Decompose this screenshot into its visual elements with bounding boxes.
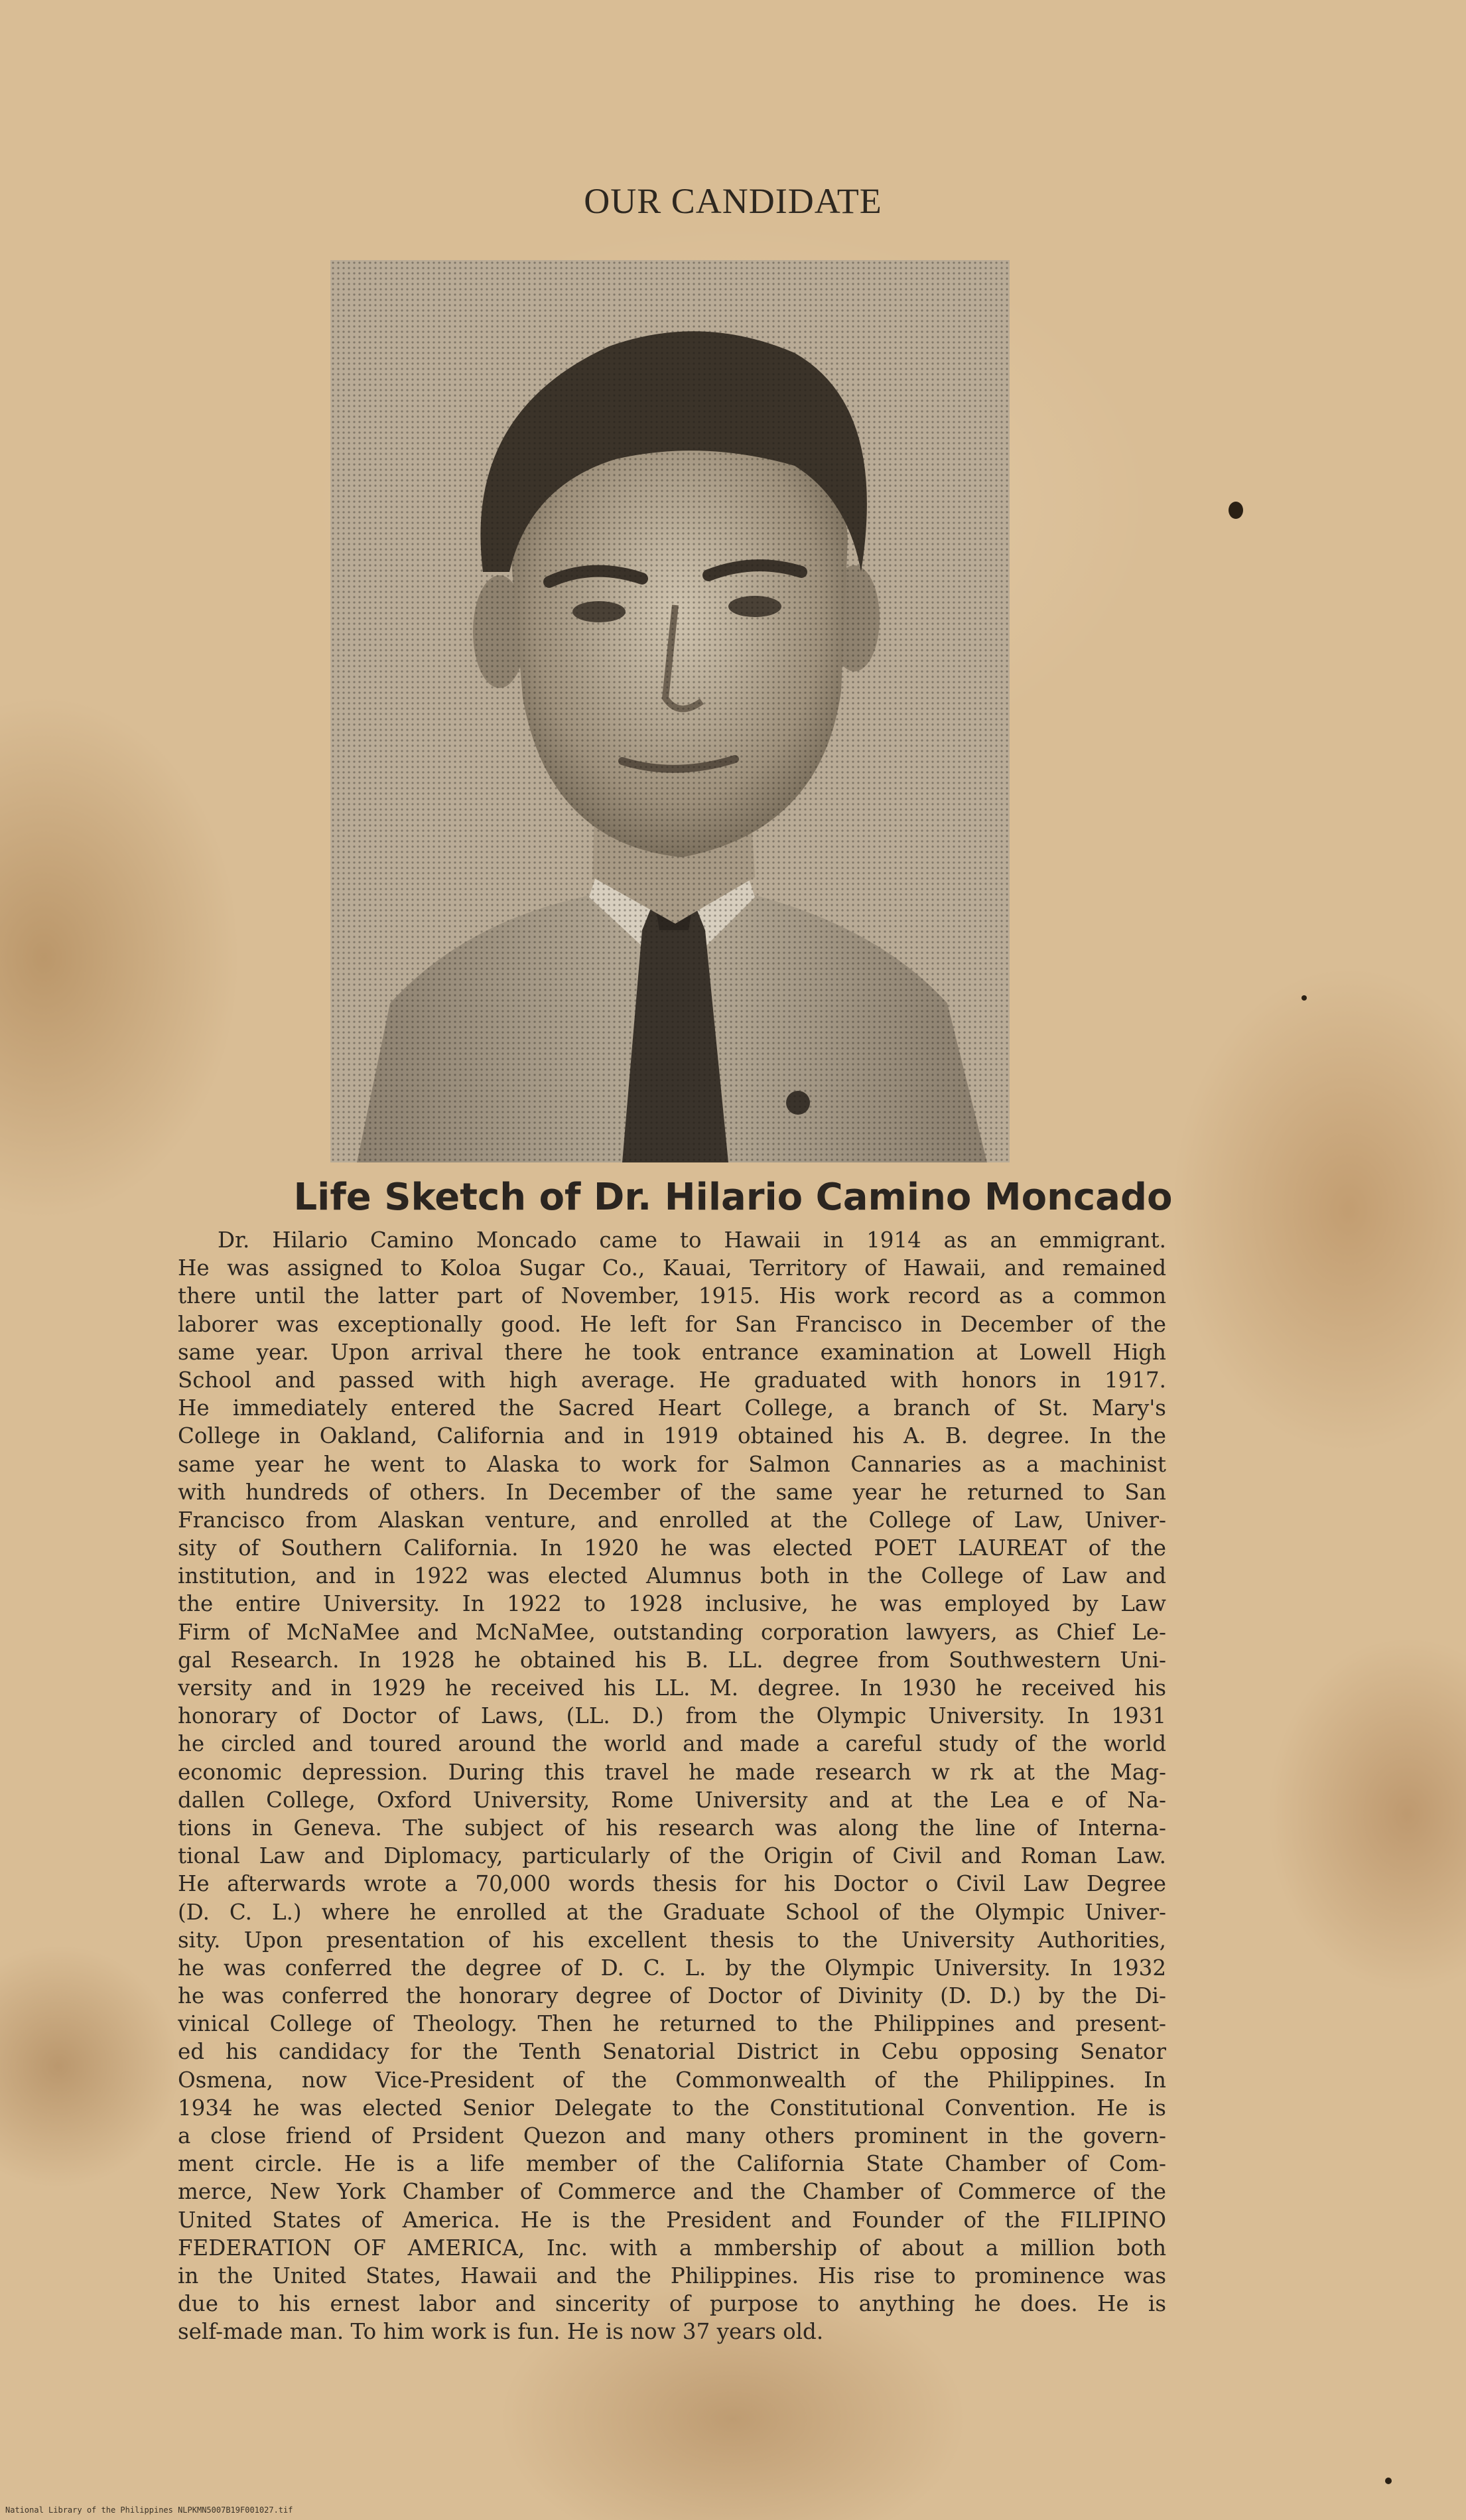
article-line: ed his candidacy for the Tenth Senatorial District in Cebu opposing Senator bbox=[178, 2039, 1166, 2065]
article-line: due to his ernest labor and sincerity of purpose to anything he does. He is bbox=[178, 2291, 1166, 2317]
article-body bbox=[178, 1226, 1166, 2346]
portrait-image bbox=[330, 260, 1010, 1162]
article-line: Firm of McNaMee and McNaMee, outstanding corporation lawyers, as Chief Le- bbox=[178, 1619, 1166, 1645]
article-line: versity and in 1929 he received his LL. M. degree. In 1930 he received his bbox=[178, 1675, 1166, 1701]
article-line: vinical College of Theology. Then he returned to the Philippines and present- bbox=[178, 2011, 1166, 2037]
article-line: a close friend of Prsident Quezon and many others prominent in the govern- bbox=[178, 2123, 1166, 2148]
article-line: the entire University. In 1922 to 1928 inclusive, he was employed by Law bbox=[178, 1591, 1166, 1617]
article-line: Dr. Hilario Camino Moncado came to Hawaii in 1914 as an emmigrant. bbox=[218, 1227, 1166, 1253]
article-line: institution, and in 1922 was elected Alumnus both in the College of Law and bbox=[178, 1563, 1166, 1589]
article-line: Osmena, now Vice-President of the Commonwealth of the Philippines. In bbox=[178, 2067, 1166, 2093]
article-line: merce, New York Chamber of Commerce and the Chamber of Commerce of the bbox=[178, 2179, 1166, 2205]
ink-speck bbox=[1385, 2478, 1392, 2484]
article-line: He was assigned to Koloa Sugar Co., Kauai, Territory of Hawaii, and remained bbox=[178, 1255, 1166, 1281]
article-line: He immediately entered the Sacred Heart College, a branch of St. Mary's bbox=[178, 1395, 1166, 1421]
article-line: College in Oakland, California and in 1919 obtained his A. B. degree. In the bbox=[178, 1423, 1166, 1449]
article-line: He afterwards wrote a 70,000 words thesis for his Doctor o Civil Law Degree bbox=[178, 1871, 1166, 1897]
article-line: sity. Upon presentation of his excellent thesis to the University Authorities, bbox=[178, 1927, 1166, 1953]
article-line: tional Law and Diplomacy, particularly of the Origin of Civil and Roman Law. bbox=[178, 1843, 1166, 1869]
article-line: sity of Southern California. In 1920 he was elected POET LAUREAT of the bbox=[178, 1535, 1166, 1561]
article-line: gal Research. In 1928 he obtained his B. LL. degree from Southwestern Uni- bbox=[178, 1647, 1166, 1673]
archive-footer: National Library of the Philippines NLPKMN5007B19F001027.tif bbox=[5, 2505, 293, 2515]
article-line: in the United States, Hawaii and the Philippines. His rise to prominence was bbox=[178, 2263, 1166, 2288]
article-line: honorary of Doctor of Laws, (LL. D.) from the Olympic University. In 1931 bbox=[178, 1703, 1166, 1729]
article-line: FEDERATION OF AMERICA, Inc. with a mmbership of about a million both bbox=[178, 2235, 1166, 2261]
article-line: ment circle. He is a life member of the California State Chamber of Com- bbox=[178, 2151, 1166, 2177]
article-heading: Life Sketch of Dr. Hilario Camino Moncado bbox=[293, 1176, 1173, 1219]
article-line: tions in Geneva. The subject of his research was along the line of Interna- bbox=[178, 1815, 1166, 1841]
article-line: (D. C. L.) where he enrolled at the Graduate School of the Olympic Univer- bbox=[178, 1899, 1166, 1925]
article-line: he was conferred the degree of D. C. L. by the Olympic University. In 1932 bbox=[178, 1955, 1166, 1981]
article-line: dallen College, Oxford University, Rome University and at the Lea e of Na- bbox=[178, 1787, 1166, 1813]
article-line: with hundreds of others. In December of the same year he returned to San bbox=[178, 1479, 1166, 1505]
page-title: OUR CANDIDATE bbox=[584, 181, 882, 221]
article-line: economic depression. During this travel he made research w rk at the Mag- bbox=[178, 1759, 1166, 1785]
article-line: School and passed with high average. He graduated with honors in 1917. bbox=[178, 1367, 1166, 1393]
ink-speck bbox=[1229, 502, 1243, 519]
article-line: self-made man. To him work is fun. He is now 37 years old. bbox=[178, 2319, 824, 2345]
article-line: he circled and toured around the world and made a careful study of the world bbox=[178, 1731, 1166, 1757]
ink-speck bbox=[1301, 995, 1307, 1001]
article-line: same year he went to Alaska to work for Salmon Cannaries as a machinist bbox=[178, 1451, 1166, 1477]
article-line: he was conferred the honorary degree of Doctor of Divinity (D. D.) by the Di- bbox=[178, 1983, 1166, 2009]
article-line: laborer was exceptionally good. He left for San Francisco in December of the bbox=[178, 1311, 1166, 1337]
article-line: same year. Upon arrival there he took entrance examination at Lowell High bbox=[178, 1339, 1166, 1365]
article-line: 1934 he was elected Senior Delegate to the Constitutional Convention. He is bbox=[178, 2095, 1166, 2121]
article-line: Francisco from Alaskan venture, and enrolled at the College of Law, Univer- bbox=[178, 1507, 1166, 1533]
portrait-photo bbox=[330, 260, 1010, 1162]
article-line: there until the latter part of November, 1915. His work record as a common bbox=[178, 1283, 1166, 1309]
article-line: United States of America. He is the President and Founder of the FILIPINO bbox=[178, 2207, 1166, 2233]
